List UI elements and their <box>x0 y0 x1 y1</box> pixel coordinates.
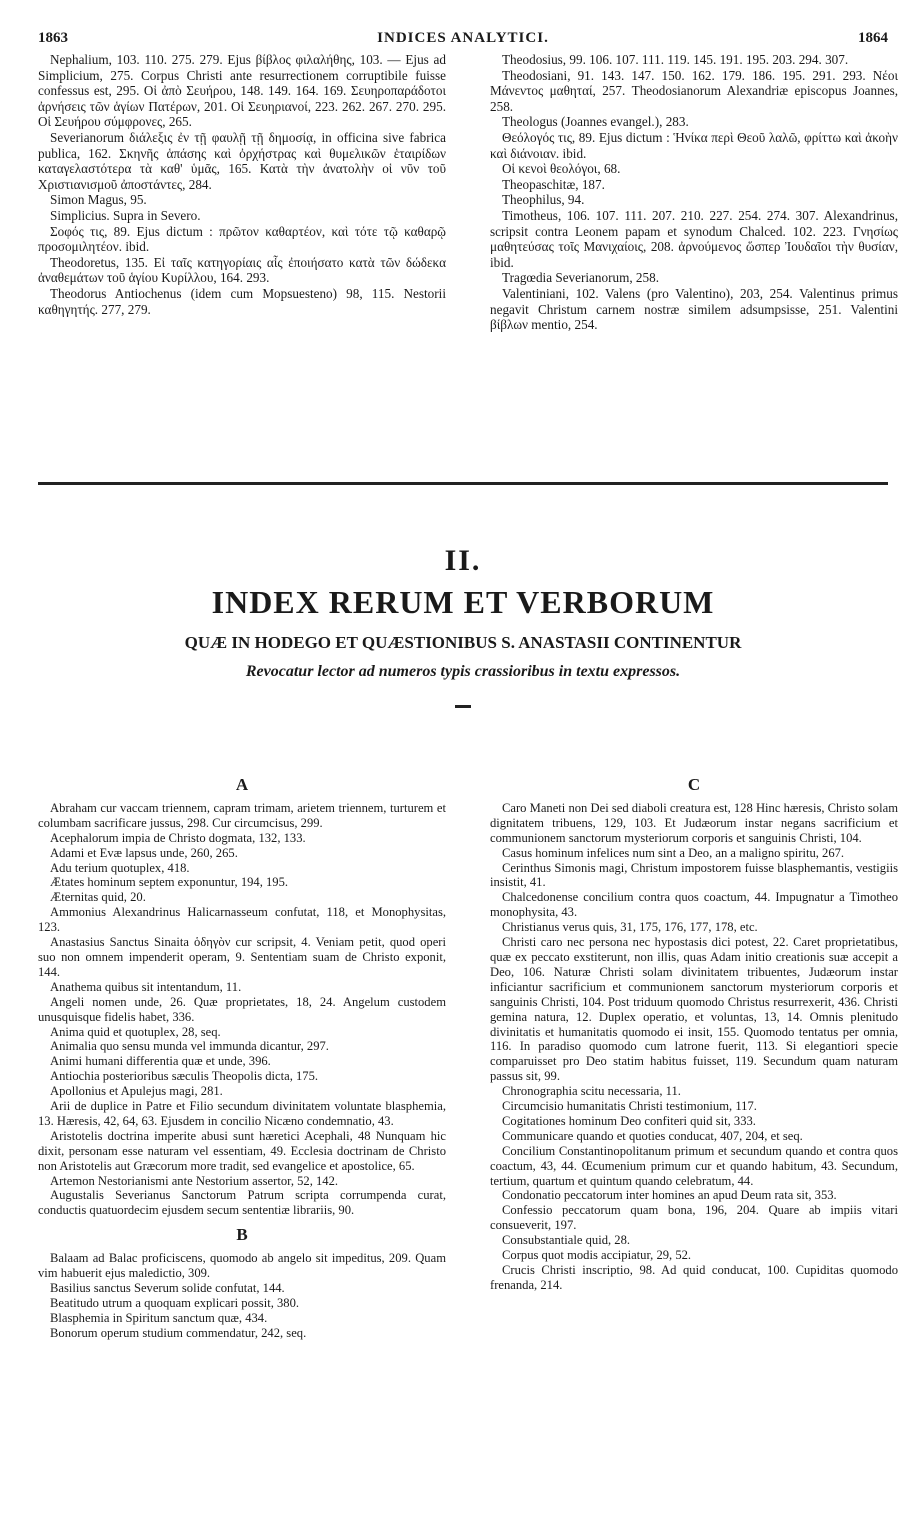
section-title-block <box>38 530 888 713</box>
index-entry: Simplicius. Supra in Severo. <box>50 207 201 223</box>
page <box>38 30 898 1530</box>
index-entry: Simon Magus, 95. <box>50 192 147 208</box>
index-entry: Animalia quo sensu munda vel immunda dicantur, 297. <box>50 1039 329 1054</box>
index-entry: Blasphemia in Spiritum sanctum quæ, 434. <box>50 1310 268 1325</box>
index-entry: Abraham cur vaccam triennem, capram trimam, arietem triennem, turturem et columbam sacrificare jussus, 298. Cur circumcisus, 299. <box>38 800 446 830</box>
index-entry: Corpus quot modis accipiatur, 29, 52. <box>502 1248 692 1263</box>
index-entry: Anathema quibus sit intentandum, 11. <box>50 979 242 994</box>
index-entry: Adu terium quotuplex, 418. <box>50 860 190 875</box>
index-entry: Theodosius, 99. 106. 107. 111. 119. 145. 191. 195. 203. 294. 307. <box>502 52 849 67</box>
index-entry: Theodosiani, 91. 143. 147. 150. 162. 179. 186. 195. 291. 293. Νέοι Μάνεντος μαθηταί, 257. Theodosianorum Alexandriæ episcopus Joannes, 258. <box>490 67 898 114</box>
index-entry: Σοφός τις, 89. Ejus dictum : πρῶτον καθαρτέον, καὶ τότε τῷ καθαρῷ προσομιλητέον. ibid. <box>38 223 446 255</box>
index-entry: Æternitas quid, 20. <box>50 890 146 905</box>
index-entry: Adami et Evæ lapsus unde, 260, 265. <box>50 845 238 860</box>
index-entry: Valentiniani, 102. Valens (pro Valentino), 203, 254. Valentinus primus negavit Christum carnem nostræ similem adsumpsisse, 251. Valentini βίβλων mentio, 254. <box>490 285 898 333</box>
index-entry: Circumcisio humanitatis Christi testimonium, 117. <box>502 1099 757 1114</box>
index-entry: Augustalis Severianus Sanctorum Patrum scripta corrumpenda curat, conductis quatuordecim ejusdem secum sententiæ librariis, 90. <box>38 1188 446 1218</box>
index-entry: Christi caro nec persona nec hypostasis dici potest, 22. Caret proprietatibus, quæ ex peccato exstiterunt, non illis, quas Adam initio creationis suæ accepit a Deo, 106. Naturæ Christi solam divinitatem tribuentes, Judæorum instar inficiantur sacrificium et communionem sanctorum mysteriorum corporis et sanguinis Christi, 104. Post triduum quomodo Christus resurrexerit, 436. Christi gemina natura, 12. Duplex operatio, et voluntas, 13, 14. Omnis plenitudo divinitatis et humanitatis quomodo ei insit, 155. Quomodo tentatus per omnia, 116. In paradiso quomodo cum latrone fuerit, 113. Si elegantiori specie comparuisset pro Deo statim habitus fuisset, 119. Secundum quam naturam passus sit, 99. <box>490 935 898 1084</box>
index-entry: Theopaschitæ, 187. <box>502 176 605 192</box>
top-right-column <box>490 52 898 333</box>
index-entry: Apollonius et Apulejus magi, 281. <box>50 1084 223 1099</box>
letter-heading-a: A <box>235 775 249 794</box>
index-entry: Balaam ad Balac proficiscens, quomodo ab angelo sit impeditus, 209. Quam vim habuerit ejus maledictio, 309. <box>38 1251 446 1281</box>
index-continuation <box>38 52 898 472</box>
index-entry: Θεόλογός τις, 89. Ejus dictum : Ἡνίκα περὶ Θεοῦ λαλῶ, φρίττω καὶ ἀκοὴν καὶ διάνοιαν. ibid. <box>490 129 898 161</box>
index-entry: Communicare quando et quoties conducat, 407, 204, et seq. <box>502 1128 803 1143</box>
page-number-left: 1863 <box>38 30 68 46</box>
letter-heading-b: B <box>236 1225 248 1245</box>
index-entry: Ætates hominum septem exponuntur, 194, 195. <box>50 875 289 890</box>
index-right-column <box>490 775 898 1293</box>
index-left-column <box>38 775 446 1341</box>
index-entry: Theodoretus, 135. Εἰ ταῖς κατηγορίαις αἷς ἐποιήσατο κατὰ τῶν δώδεκα ἀναθεμάτων τοῦ ἁγίου Κυρίλλου, 164. 293. <box>38 254 446 286</box>
index-entry: Acephalorum impia de Christo dogmata, 132, 133. <box>50 830 306 845</box>
index-entry: Consubstantiale quid, 28. <box>502 1233 631 1248</box>
running-head <box>38 30 888 52</box>
index-entry: Confessio peccatorum quam bona, 196, 204. Quare ab impiis vitari consueverit, 197. <box>490 1203 898 1233</box>
index-entry: Beatitudo utrum a quoquam explicari possit, 380. <box>50 1295 300 1310</box>
section-subtitle: QUÆ IN HODEGO ET QUÆSTIONIBUS S. ANASTASII CONTINENTUR <box>184 633 742 652</box>
index-entry: Timotheus, 106. 107. 111. 207. 210. 227. 254. 274. 307. Alexandrinus, scripsit contra Leonem papam et synodum Chalced. 102. 223. Γνησίως μαθητεύσας τοῖς Μανιχαίοις, 208. ἀρνούμενος ὥσπερ Ἰουδαῖοι τὴν θυσίαν, ibid. <box>490 207 898 270</box>
index-entry: Severianorum διάλεξις ἐν τῇ φαυλῇ τῇ δημοσίᾳ, in officina sive fabrica publica, 162. Σκηνῆς ἁπάσης καὶ ὀρχήστρας καὶ θυμελικῶν ἑταιρίδων καταγελαστότερα τὰ καθ' ὑμᾶς, 165. Κατὰ τὴν ἀνατολὴν οἱ νῦν τοῦ Χριστιανισμοῦ ἀποστάντες, 284. <box>38 129 446 192</box>
section-title: INDEX RERUM ET VERBORUM <box>211 584 715 620</box>
index-entry: Theophilus, 94. <box>502 192 585 208</box>
running-title: INDICES ANALYTICI. <box>377 30 549 46</box>
index-entry: Animi humani differentia quæ et unde, 396. <box>50 1054 271 1069</box>
index-entry: Crucis Christi inscriptio, 98. Ad quid conducat, 100. Cupiditas quomodo frenanda, 214. <box>490 1263 898 1292</box>
title-dash <box>455 705 471 708</box>
index-entry: Artemon Nestorianismi ante Nestorium assertor, 52, 142. <box>50 1173 339 1188</box>
index-entry: Tragœdia Severianorum, 258. <box>502 270 660 286</box>
index-entry: Nephalium, 103. 110. 275. 279. Ejus βίβλος φιλαλήθης, 103. — Ejus ad Simplicium, 275. Corpus Christi ante resurrectionem corruptibile fuisse confessus est, 295. Οἱ ἀπὸ Σευήρου, 148. 149. 164. 169. Σευηροπαράδοτοι ἀρνήσεις τῶν ἁγίων Πατέρων, 201. Οἱ Σευηριανοί, 223. 262. 267. 270. 295. Οἱ Σευήρου σύμφρονες, 265. <box>38 52 446 130</box>
index-entry: Bonorum operum studium commendatur, 242, seq. <box>50 1325 307 1340</box>
index-body <box>38 775 898 1498</box>
index-entry: Casus hominum infelices num sint a Deo, an a maligno spiritu, 267. <box>502 845 845 860</box>
index-entry: Condonatio peccatorum inter homines an apud Deum rata sit, 353. <box>502 1188 837 1203</box>
index-entry: Theologus (Joannes evangel.), 283. <box>502 114 689 130</box>
section-number: II. <box>444 544 482 577</box>
section-divider <box>38 482 888 485</box>
index-entry: Cogitationes hominum Deo confiteri quid sit, 333. <box>502 1113 756 1128</box>
page-number-right: 1864 <box>858 30 888 46</box>
reader-note: Revocatur lector ad numeros typis crassioribus in textu expressos. <box>245 663 681 680</box>
letter-heading-c: C <box>687 775 701 794</box>
index-entry: Arii de duplice in Patre et Filio secundum divinitatem voluntate blasphemia, 13. Hæresis, 42, 64, 63. Ejusdem in concilio Nicæno condemnatio, 43. <box>38 1099 446 1128</box>
index-entry: Concilium Constantinopolitanum primum et secundum quando et contra quos coactum, 43, 44. Œcumenium primum cur et quando habitum, 43. Secundum, tertium, quartum et quintum quando celebratum, 44. <box>490 1143 898 1188</box>
index-entry: Anastasius Sanctus Sinaita ὁδηγὸν cur scripsit, 4. Veniam petit, quod operi suo non omnem impenderit operam, 9. Sententiam suam de Christo exponit, 144. <box>38 935 446 979</box>
index-entry: Theodorus Antiochenus (idem cum Mopsuesteno) 98, 115. Nestorii καθηγητής. 277, 279. <box>38 285 446 317</box>
index-entry: Chronographia scitu necessaria, 11. <box>502 1084 681 1099</box>
index-entry: Caro Maneti non Dei sed diaboli creatura est, 128 Hinc hæresis, Christo solam dignitatem tribuens, 129, 103. Et Judæorum instar negans sacrificium et communionem sanctorum mysteriorum corporis et sanguinis Christi, 104. <box>490 800 898 845</box>
index-entry: Anima quid et quotuplex, 28, seq. <box>50 1024 221 1039</box>
index-entry: Ammonius Alexandrinus Halicarnasseum confutat, 118, et Monophysitas, 123. <box>38 905 446 935</box>
index-entry: Antiochia posterioribus sæculis Theopolis dicta, 175. <box>50 1069 319 1084</box>
index-entry: Οἱ κενοὶ θεολόγοι, 68. <box>502 161 621 177</box>
index-entry: Aristotelis doctrina imperite abusi sunt hæretici Acephali, 48 Nunquam hic dixit, personam esse naturam vel essentiam, 49. Ecclesia doctrinam de Christo non Aristotelis aut Græcorum more tradit, sed evangelice et apostolice, 65. <box>38 1128 446 1173</box>
index-entry: Christianus verus quis, 31, 175, 176, 177, 178, etc. <box>502 920 758 935</box>
top-left-column <box>38 52 446 317</box>
index-entry: Cerinthus Simonis magi, Christum impostorem fuisse blasphemantis, vestigiis insistit, 41. <box>490 860 898 890</box>
index-entry: Basilius sanctus Severum solide confutat, 144. <box>50 1281 285 1295</box>
index-entry: Angeli nomen unde, 26. Quæ proprietates, 18, 24. Angelum custodem unusquisque fidelis habet, 336. <box>38 994 446 1024</box>
index-entry: Chalcedonense concilium contra quos coactum, 44. Impugnatur a Timotheo monophysita, 43. <box>490 890 898 920</box>
